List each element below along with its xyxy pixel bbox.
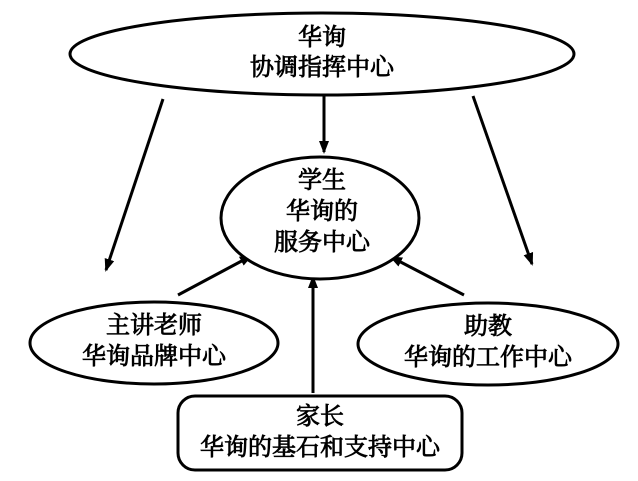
top-node-line1: 华询 bbox=[298, 24, 346, 51]
arrow-top-to-left bbox=[106, 99, 163, 270]
node-assistant-work-center bbox=[358, 303, 618, 385]
center-node-line2: 华询的 bbox=[286, 198, 358, 225]
bottom-node-line1: 家长 bbox=[296, 403, 344, 430]
left-node-line1: 主讲老师 bbox=[106, 312, 202, 339]
arrow-right-to-center bbox=[391, 257, 464, 295]
top-node-line2: 协调指挥中心 bbox=[250, 54, 394, 81]
node-lecturer-brand-center bbox=[30, 302, 278, 384]
center-node-line3: 服务中心 bbox=[274, 229, 370, 256]
right-node-line2: 华询的工作中心 bbox=[404, 344, 572, 371]
bottom-node-line2: 华询的基石和支持中心 bbox=[200, 434, 440, 461]
center-node-line1: 学生 bbox=[298, 167, 346, 194]
node-parents-foundation-support-center bbox=[178, 396, 462, 470]
arrow-top-to-right bbox=[473, 96, 532, 264]
right-node-line1: 助教 bbox=[464, 313, 512, 340]
left-node-line2: 华询品牌中心 bbox=[82, 343, 226, 370]
node-student-service-center bbox=[221, 157, 419, 279]
arrow-left-to-center bbox=[178, 256, 251, 295]
node-coordination-command-center bbox=[70, 13, 574, 95]
